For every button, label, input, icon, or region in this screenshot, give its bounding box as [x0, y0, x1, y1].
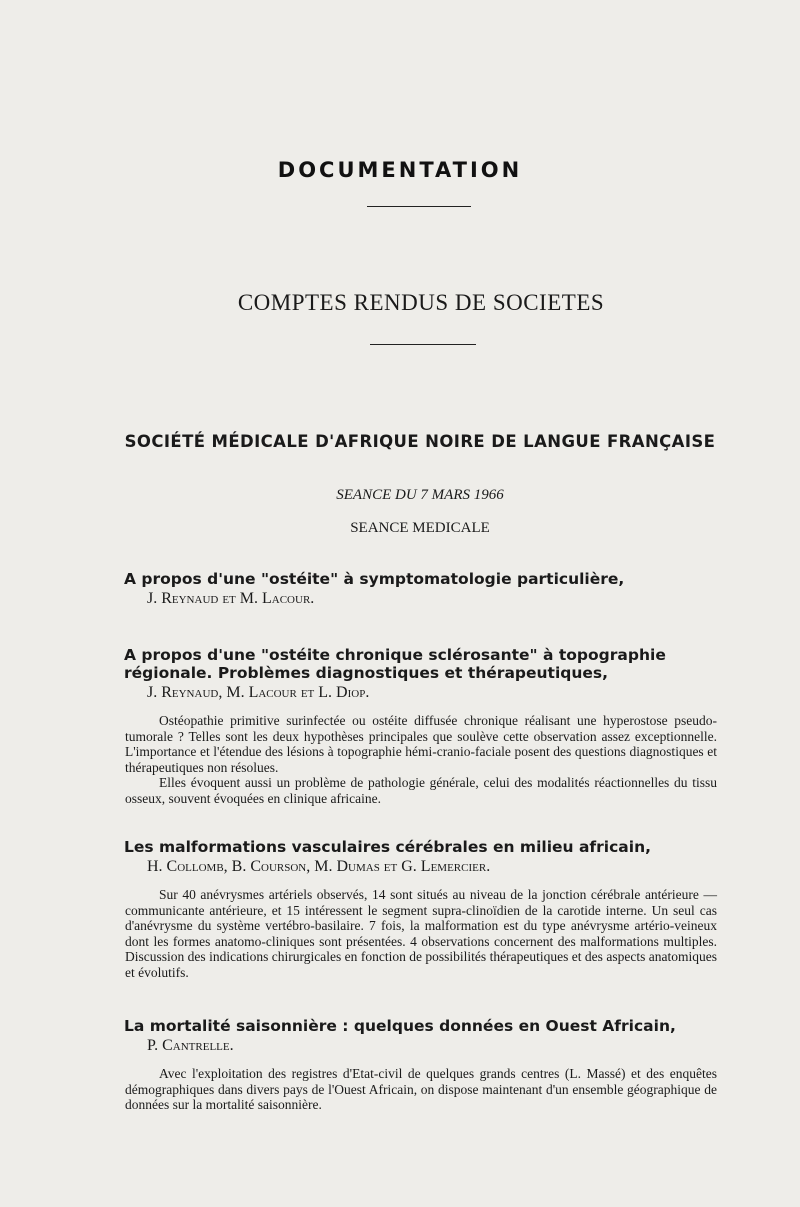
divider-rule	[370, 344, 476, 345]
article-2	[0, 646, 800, 806]
seance-date: SEANCE DU 7 MARS 1966	[336, 487, 504, 503]
article-authors: J. Reynaud, M. Lacour et L. Diop.	[147, 684, 370, 701]
article-3	[0, 838, 800, 980]
article-title: La mortalité saisonnière : quelques données en Ouest Africain,	[124, 1017, 676, 1035]
article-authors: H. Collomb, B. Courson, M. Dumas et G. Lemercier.	[147, 858, 491, 875]
article-body	[125, 1066, 717, 1113]
paragraph: Elles évoquent aussi un problème de pathologie générale, celui des modalités réactionnelles du tissu osseux, souvent évoquées en clinique africaine.	[125, 775, 717, 806]
page-title: COMPTES RENDUS DE SOCIETES	[237, 290, 605, 315]
article-body	[125, 713, 717, 806]
article-title: Les malformations vasculaires cérébrales en milieu africain,	[124, 838, 652, 856]
article-4	[0, 1017, 800, 1113]
article-1	[0, 570, 800, 609]
paragraph: Sur 40 anévrysmes artériels observés, 14 sont situés au niveau de la jonction cérébrale antérieure — communicante antérieure, et 15 intéressent le segment supra-clinoïdien de la carotide interne. Un seul cas d'anévrysme du système vertébro-basilaire. 7 fois, la malformation est du type anévrysme artério-veineux dont les formes anatomo-cliniques sont présentées. 4 observations concernent des malformations multiples. Discussion des indications chirurgicales en fonction de possibilités thérapeutiques et des aspects anatomiques et évolutifs.	[125, 887, 717, 980]
article-authors: J. Reynaud et M. Lacour.	[147, 590, 315, 607]
divider-rule	[367, 206, 471, 207]
section-label: DOCUMENTATION	[277, 158, 523, 182]
article-authors: P. Cantrelle.	[147, 1037, 234, 1054]
article-title: A propos d'une "ostéite" à symptomatologie particulière,	[124, 570, 625, 588]
paragraph: Ostéopathie primitive surinfectée ou ostéite diffusée chronique réalisant une hyperostose pseudo-tumorale ? Telles sont les deux hypothèses principales que soulève cette observation assez exceptionnelle. L'importance et l'étendue des lésions à topographie hémi-cranio-faciale posent des questions diagnostiques et thérapeutiques non résolues.	[125, 713, 717, 775]
society-heading: SOCIÉTÉ MÉDICALE D'AFRIQUE NOIRE DE LANGUE FRANÇAISE	[124, 432, 716, 451]
paragraph: Avec l'exploitation des registres d'Etat-civil de quelques grands centres (L. Massé) et des enquêtes démographiques dans divers pays de l'Ouest Africain, on dispose maintenant d'un ensemble géographique de données sur la mortalité saisonnière.	[125, 1066, 717, 1112]
article-body	[125, 887, 717, 980]
article-title: A propos d'une "ostéite chronique sclérosante" à topographie régionale. Problèmes diagnostiques et thérapeutiques,	[124, 646, 666, 682]
seance-type: SEANCE MEDICALE	[350, 520, 490, 536]
